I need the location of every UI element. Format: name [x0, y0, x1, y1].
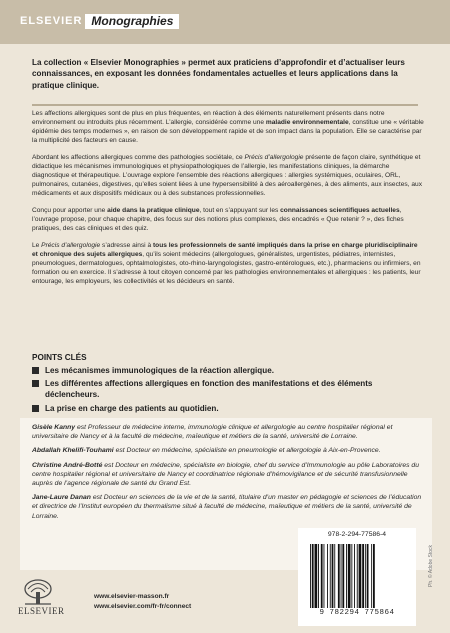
key-point: Les mécanismes immunologiques de la réaction allergique. — [32, 365, 424, 376]
author-bio: Gisèle Kanny est Professeur de médecine interne, immunologie clinique et allergologie au centre hospitalier régional et universitaire de Nancy et à la faculté de médecine, maïeutique et métiers de la santé, université de Lorraine. — [32, 424, 393, 441]
barcode-number: 9 782294 775864 — [319, 609, 395, 617]
paragraph-2: Abordant les affections allergiques comme des pathologies sociétale, ce Précis d’allergologie présente de façon claire, synthétique et didactique les mécanismes immunologiques et physiopathologiques de l’allergie, les manifestations cliniques, la démarche diagnostique et thérapeutique. L’ouvrage explore l’ensemble des réactions allergiques : allergies systémiques, oculaires, ORL, pulmonaires, cutanées, digestives, qu’elles soient liées à une hypersensibilité à des aéroallergènes, à des aliments, aux insectes, aux médicaments et aux dispositifs médicaux ou à des substances professionnelles. — [32, 153, 422, 198]
author-bio: Abdallah Khelifi-Touhami est Docteur en médecine, spécialiste en pneumologie et allergologie à Aix-en-Provence. — [32, 447, 381, 455]
publisher-name: ELSEVIER — [20, 15, 83, 27]
square-bullet-icon — [32, 405, 39, 412]
isbn-text: 978-2-294-77586-4 — [327, 531, 387, 538]
photo-credit: Ph. © Adobe Stock — [428, 544, 434, 587]
square-bullet-icon — [32, 367, 39, 374]
paragraph-3: Conçu pour apporter une aide dans la pratique clinique, tout en s’appuyant sur les connaissances scientifiques actuelles, l’ouvrage propose, pour chaque chapitre, des focus sur des notions plus complexes, des encadrés « Que retenir ? », des fiches pratiques, des cas cliniques et des quiz. — [32, 206, 404, 233]
description-body — [32, 109, 424, 294]
publisher-urls — [94, 592, 191, 612]
paragraph-4: Le Précis d’allergologie s’adresse ainsi à tous les professionnels de santé impliqués dans la prise en charge pluridisciplinaire et chronique des sujets allergiques, qu’ils soient médecins (allergologues, généralistes, urgentistes, pédiatres, internistes, pneumologues, dermatologues, ophtalmologistes, oto-rhino-laryngologistes, gastro-entérologues, etc.), pharmaciens ou infirmiers, en formation ou en exercice. Il s’adresse à tout citoyen concerné par les pathologies environnementales et allergiques : les patients, leur entourage, les employeurs, les collectivités et les décideurs en santé. — [32, 241, 421, 285]
author-bios — [32, 423, 428, 526]
paragraph-1: Les affections allergiques sont de plus en plus fréquentes, en réaction à des éléments naturellement présents dans notre environnement ou introduits plus récemment. L’allergie, considérée comme une maladie environnementale, constitue une « véritable épidémie des temps modernes », en raison de son développement rapide et de son impact dans la population. Elle se caractérise par la multiplicité des facteurs en cause. — [32, 110, 424, 145]
series-brand — [20, 14, 179, 28]
author-bio: Jane-Laure Danan est Docteur en sciences de la vie et de la santé, titulaire d’un master en pédagogie et sciences de l’éducation et directrice de l’Institut européen du thermalisme situé à faculté de médecine, maïeutique et métiers de la santé, université de Lorraine. — [32, 494, 422, 520]
barcode — [310, 544, 410, 608]
square-bullet-icon — [32, 380, 39, 387]
header-bar — [0, 0, 450, 44]
key-point: Les différentes affections allergiques en fonction des manifestations et des éléments déclencheurs. — [32, 378, 424, 400]
elsevier-tree-icon — [22, 578, 54, 606]
key-points-title: POINTS CLÉS — [32, 353, 87, 362]
url-link[interactable]: www.elsevier.com/fr-fr/connect — [94, 603, 192, 610]
collection-intro: La collection « Elsevier Monographies » permet aux praticiens d’approfondir et d’actualiser leurs connaissances, en exposant les données fondamentales actuelles et leurs applications dans la pratique clinique. — [32, 58, 405, 90]
key-point: La prise en charge des patients au quotidien. — [32, 403, 424, 414]
url-link[interactable]: www.elsevier-masson.fr — [94, 593, 170, 600]
elsevier-logo-text: ELSEVIER — [18, 606, 65, 616]
key-points-list — [32, 365, 424, 416]
author-bio: Christine André-Botté est Docteur en médecine, spécialiste en biologie, chef du service d’Immunologie au pôle Laboratoires du centre hospitalier régional et universitaire de Nancy et coordinatrice régionale d’hémovigilance et de sécurité transfusionnelle auprès de l’agence régionale de santé du Grand Est. — [32, 461, 419, 488]
divider — [32, 104, 418, 106]
series-name: Monographies — [85, 14, 179, 29]
